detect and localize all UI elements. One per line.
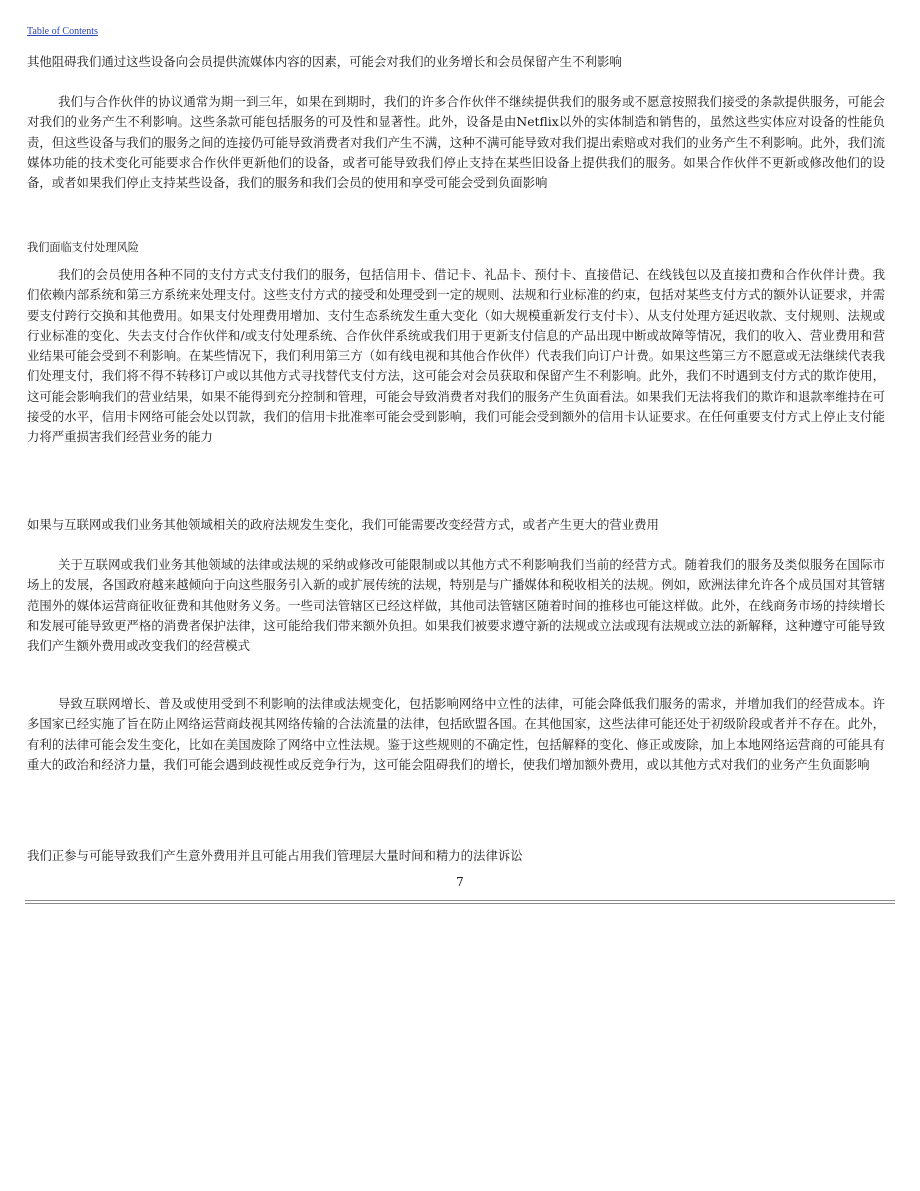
paragraph-internet-regulation: 关于互联网或我们业务其他领域的法律或法规的采纳或修改可能限制或以其他方式不利影响我们当前的经营方式。随着我们的服务及类似服务在国际市场上的发展，各国政府越来越倾向于向这些服务引入新的或扩展传统的法规，特别是与广播媒体和税收相关的法规。例如，欧洲法律允许各个成员国对其管辖范围外的媒体运营商征收征费和其他财务义务。一些司法管辖区已经这样做，其他司法管辖区随着时间的推移也可能这样做。此外，在线商务市场的持续增长和发展可能导致更严格的消费者保护法律，这可能给我们带来额外负担。如果我们被要求遵守新的法规或立法或现有法规或立法的新解释，这种遵守可能导致我们产生额外费用或改变我们的经营模式 <box>27 557 885 654</box>
page-divider-bottom <box>25 903 895 904</box>
paragraph-net-neutrality: 导致互联网增长、普及或使用受到不利影响的法律或法规变化，包括影响网络中立性的法律，可能会降低我们服务的需求，并增加我们的经营成本。许多国家已经实施了旨在防止网络运营商歧视其网络传输的合法流量的法律，包括欧盟各国。在其他国家，这些法律可能还处于初级阶段或者并不存在。此外，有利的法律可能会发生变化，比如在美国废除了网络中立性法规。鉴于这些规则的不确定性，包括解释的变化、修正或废除，加上本地网络运营商的可能具有重大的政治和经济力量，我们可能会遇到歧视性或反竞争行为，这可能会阻碍我们的增长，使我们增加额外费用，或以其他方式对我们的业务产生负面影响 <box>27 696 885 772</box>
section-heading-payment-risk: 我们面临支付处理风险 <box>27 241 139 254</box>
section-heading-legal-proceedings: 我们正参与可能导致我们产生意外费用并且可能占用我们管理层大量时间和精力的法律诉讼 <box>27 848 523 863</box>
paragraph-payment-processing: 我们的会员使用各种不同的支付方式支付我们的服务，包括信用卡、借记卡、礼品卡、预付卡、直接借记、在线钱包以及直接扣费和合作伙伴计费。我们依赖内部系统和第三方系统来处理支付。这些支付方式的接受和处理受到一定的规则、法规和行业标准的约束，包括对某些支付方式的额外认证要求，并需要支付跨行交换和其他费用。如果支付处理费用增加、支付生态系统发生重大变化（如大规模重新发行支付卡）、从支付处理方延迟收款、支付规则、法规或行业标准的变化、失去支付合作伙伴和/或支付处理系统、合作伙伴系统或我们用于更新支付信息的产品出现中断或故障等情况，我们的收入、营业费用和营业结果可能会受到不利影响。在某些情况下，我们利用第三方（如有线电视和其他合作伙伴）代表我们向订户计费。如果这些第三方不愿意或无法继续代表我们处理支付，我们将不得不转移订户或以其他方式寻找替代支付方法，这可能会对会员获取和保留产生不利影响。此外，我们不时遇到支付方式的欺诈使用，这可能会影响我们的营业结果，如果不能得到充分控制和管理，可能会导致消费者对我们的服务产生负面看法。如果我们无法将我们的欺诈和退款率维持在可接受的水平，信用卡网络可能会处以罚款，我们的信用卡批准率可能会受到影响，我们可能会受到额外的信用卡认证要求。在任何重要支付方式上停止支付能力将严重损害我们经营业务的能力 <box>27 267 885 445</box>
paragraph-partner-agreements: 我们与合作伙伴的协议通常为期一到三年，如果在到期时，我们的许多合作伙伴不继续提供我们的服务或不愿意按照我们接受的条款提供服务，可能会对我们的业务产生不利影响。这些条款可能包括服务的可及性和显著性。此外，设备是由Netflix以外的实体制造和销售的，虽然这些实体应对设备的性能负责，但这些设备与我们的服务之间的连接仍可能导致消费者对我们产生不满，这种不满可能导致对我们提出索赔或对我们的业务产生不利影响。此外，我们流媒体功能的技术变化可能要求合作伙伴更新他们的设备，或者可能导致我们停止支持在某些旧设备上提供我们的服务。如果合作伙伴不更新或修改他们的设备，或者如果我们停止支持某些设备，我们的服务和我们会员的使用和享受可能会受到负面影响 <box>27 94 885 191</box>
page-number: 7 <box>456 875 464 889</box>
section-heading-device-factors: 其他阻碍我们通过这些设备向会员提供流媒体内容的因素，可能会对我们的业务增长和会员保留产生不利影响 <box>27 54 622 69</box>
section-heading-government-regulation: 如果与互联网或我们业务其他领域相关的政府法规发生变化，我们可能需要改变经营方式，或者产生更大的营业费用 <box>27 517 659 532</box>
page-divider-top <box>25 900 895 901</box>
table-of-contents-link[interactable]: Table of Contents <box>27 26 98 37</box>
